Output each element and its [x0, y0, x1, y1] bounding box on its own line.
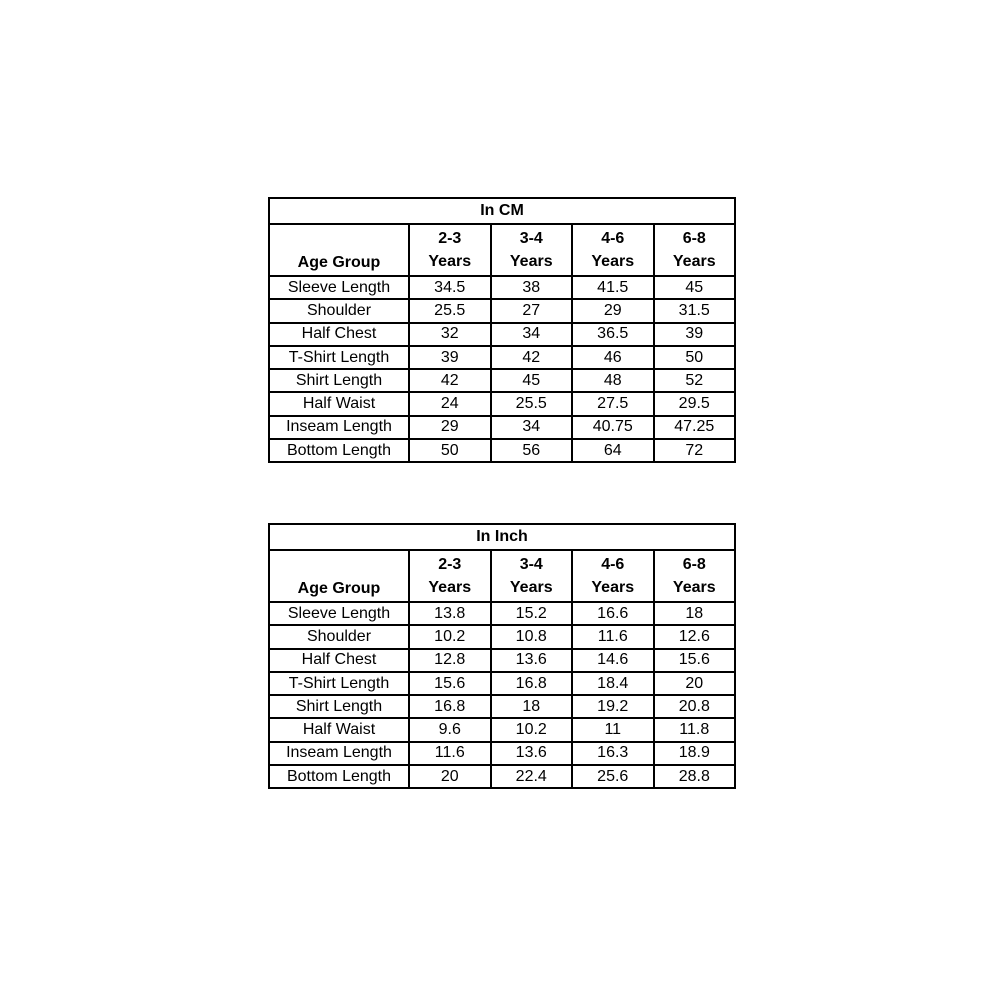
- column-header-range: 2-3: [438, 556, 462, 573]
- table-cell: 18.9: [654, 742, 736, 765]
- row-label: T-Shirt Length: [269, 672, 409, 695]
- table-row: [269, 649, 735, 672]
- table-cell: 16.6: [572, 602, 654, 625]
- table-cell: 11.6: [572, 625, 654, 648]
- column-header: [491, 550, 573, 602]
- table-cell: 27.5: [572, 392, 654, 415]
- table-cell: 15.2: [491, 602, 573, 625]
- table-cell: 50: [654, 346, 736, 369]
- table-cell: 34.5: [409, 276, 491, 299]
- table-cell: 25.5: [409, 299, 491, 322]
- row-label: Shirt Length: [269, 369, 409, 392]
- table-cell: 11.8: [654, 718, 736, 741]
- table-cell: 18.4: [572, 672, 654, 695]
- row-label: Half Waist: [269, 392, 409, 415]
- row-label: Shoulder: [269, 625, 409, 648]
- table-cell: 25.5: [491, 392, 573, 415]
- table-cell: 10.2: [409, 625, 491, 648]
- column-header-range: 2-3: [438, 230, 462, 247]
- column-header-unit: Years: [428, 253, 472, 270]
- table-row: [269, 276, 735, 299]
- table-cell: 10.8: [491, 625, 573, 648]
- table-cell: 32: [409, 323, 491, 346]
- table-cell: 14.6: [572, 649, 654, 672]
- table-cell: 47.25: [654, 416, 736, 439]
- row-label: Sleeve Length: [269, 602, 409, 625]
- table-cell: 42: [409, 369, 491, 392]
- table-row: [269, 765, 735, 788]
- table-row: [269, 346, 735, 369]
- table-header-row: [269, 550, 735, 602]
- table-cell: 41.5: [572, 276, 654, 299]
- table-cell: 13.6: [491, 649, 573, 672]
- table-cell: 11.6: [409, 742, 491, 765]
- table-row: [269, 718, 735, 741]
- table-cell: 25.6: [572, 765, 654, 788]
- table-cell: 13.8: [409, 602, 491, 625]
- table-title-row: [269, 524, 735, 550]
- table-cell: 31.5: [654, 299, 736, 322]
- row-label: Half Waist: [269, 718, 409, 741]
- table-cell: 48: [572, 369, 654, 392]
- table-cell: 27: [491, 299, 573, 322]
- table-row: [269, 602, 735, 625]
- row-label: Inseam Length: [269, 742, 409, 765]
- table-cell: 18: [654, 602, 736, 625]
- column-header-unit: Years: [672, 253, 716, 270]
- table-cell: 64: [572, 439, 654, 462]
- column-header-range: 6-8: [682, 230, 706, 247]
- table-cell: 15.6: [409, 672, 491, 695]
- table-cell: 29: [409, 416, 491, 439]
- table-cell: 46: [572, 346, 654, 369]
- table-cell: 45: [491, 369, 573, 392]
- column-header-unit: Years: [591, 579, 635, 596]
- table-cell: 50: [409, 439, 491, 462]
- size-chart-cm-table: [268, 197, 736, 463]
- table-cell: 45: [654, 276, 736, 299]
- table-cell: 22.4: [491, 765, 573, 788]
- table-cell: 19.2: [572, 695, 654, 718]
- table-cell: 28.8: [654, 765, 736, 788]
- table-cell: 36.5: [572, 323, 654, 346]
- column-header: [491, 224, 573, 276]
- column-header-unit: Years: [591, 253, 635, 270]
- table-cell: 20: [409, 765, 491, 788]
- table-cell: 16.8: [409, 695, 491, 718]
- row-label: Shoulder: [269, 299, 409, 322]
- row-label: Shirt Length: [269, 695, 409, 718]
- table-title-row: [269, 198, 735, 224]
- table-cell: 24: [409, 392, 491, 415]
- column-header-unit: Years: [509, 579, 553, 596]
- column-header-range: 4-6: [601, 230, 625, 247]
- age-group-header: Age Group: [269, 550, 409, 602]
- table-cell: 20.8: [654, 695, 736, 718]
- table-cell: 16.3: [572, 742, 654, 765]
- table-cell: 39: [654, 323, 736, 346]
- table-cell: 38: [491, 276, 573, 299]
- column-header-range: 4-6: [601, 556, 625, 573]
- row-label: Inseam Length: [269, 416, 409, 439]
- column-header-range: 3-4: [519, 230, 543, 247]
- table-row: [269, 416, 735, 439]
- row-label: Half Chest: [269, 323, 409, 346]
- table-title: In CM: [269, 198, 735, 224]
- table-title: In Inch: [269, 524, 735, 550]
- table-cell: 20: [654, 672, 736, 695]
- column-header: [572, 550, 654, 602]
- table-cell: 13.6: [491, 742, 573, 765]
- column-header-range: 6-8: [682, 556, 706, 573]
- size-chart-inch-table: [268, 523, 736, 789]
- table-cell: 34: [491, 323, 573, 346]
- table-cell: 12.6: [654, 625, 736, 648]
- table-row: [269, 392, 735, 415]
- table-row: [269, 299, 735, 322]
- table-cell: 29.5: [654, 392, 736, 415]
- column-header: [572, 224, 654, 276]
- table-cell: 40.75: [572, 416, 654, 439]
- table-cell: 56: [491, 439, 573, 462]
- column-header-unit: Years: [509, 253, 553, 270]
- table-row: [269, 323, 735, 346]
- table-cell: 9.6: [409, 718, 491, 741]
- table-row: [269, 672, 735, 695]
- column-header: [409, 550, 491, 602]
- row-label: Bottom Length: [269, 439, 409, 462]
- table-cell: 15.6: [654, 649, 736, 672]
- column-header: [654, 550, 736, 602]
- table-cell: 12.8: [409, 649, 491, 672]
- table-cell: 72: [654, 439, 736, 462]
- table-row: [269, 625, 735, 648]
- table-row: [269, 695, 735, 718]
- table-cell: 11: [572, 718, 654, 741]
- table-cell: 34: [491, 416, 573, 439]
- row-label: T-Shirt Length: [269, 346, 409, 369]
- table-cell: 16.8: [491, 672, 573, 695]
- row-label: Half Chest: [269, 649, 409, 672]
- table-row: [269, 369, 735, 392]
- row-label: Bottom Length: [269, 765, 409, 788]
- table-header-row: [269, 224, 735, 276]
- row-label: Sleeve Length: [269, 276, 409, 299]
- column-header-unit: Years: [672, 579, 716, 596]
- column-header-range: 3-4: [519, 556, 543, 573]
- column-header: [654, 224, 736, 276]
- table-cell: 39: [409, 346, 491, 369]
- table-row: [269, 439, 735, 462]
- table-cell: 29: [572, 299, 654, 322]
- column-header: [409, 224, 491, 276]
- column-header-unit: Years: [428, 579, 472, 596]
- age-group-header: Age Group: [269, 224, 409, 276]
- table-cell: 18: [491, 695, 573, 718]
- table-cell: 52: [654, 369, 736, 392]
- table-cell: 42: [491, 346, 573, 369]
- table-cell: 10.2: [491, 718, 573, 741]
- table-row: [269, 742, 735, 765]
